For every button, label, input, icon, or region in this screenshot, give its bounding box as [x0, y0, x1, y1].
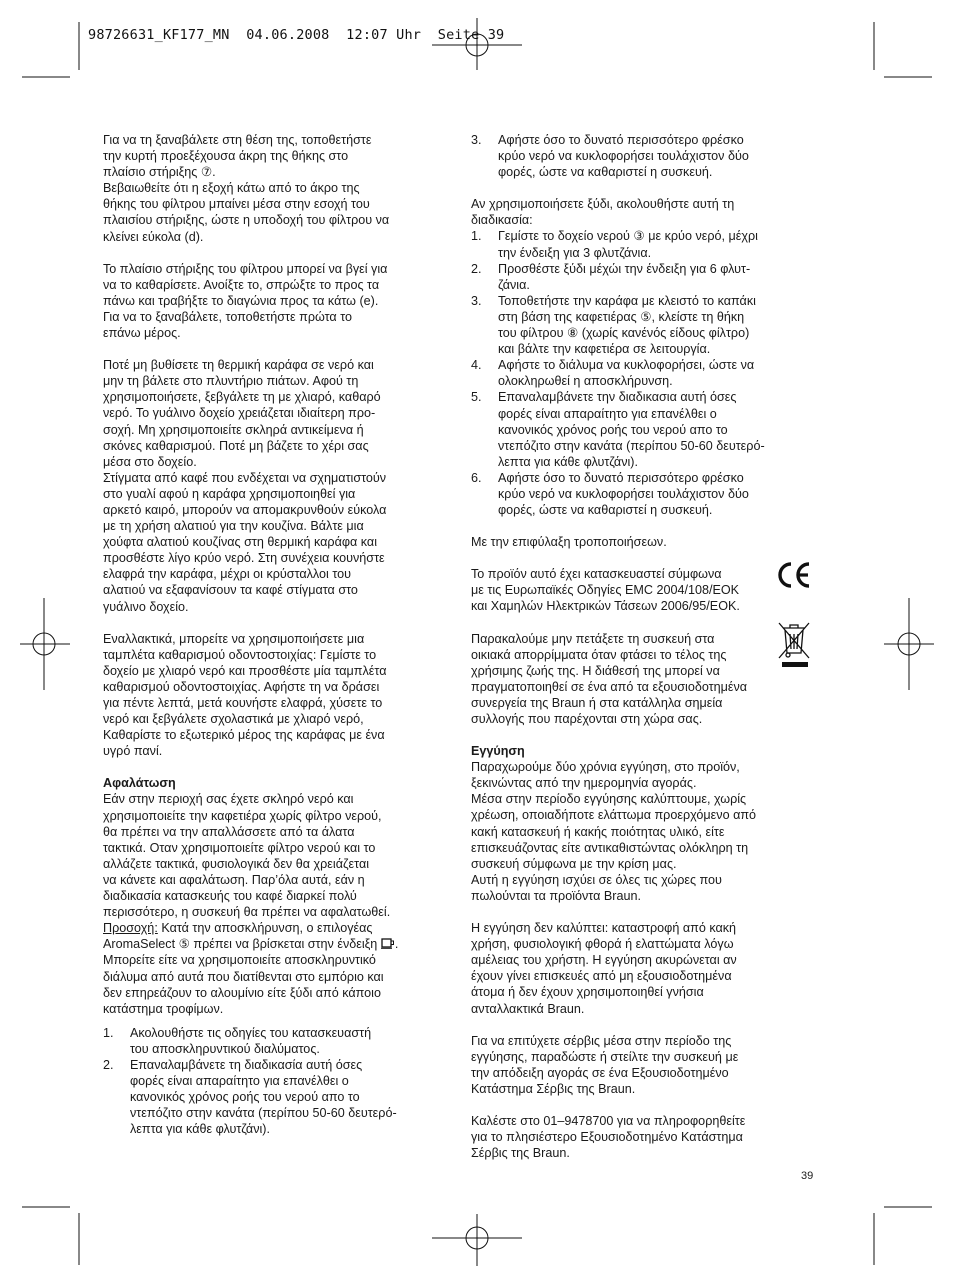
list-item: 6. Αφήστε όσο το δυνατό περισσότερο φρέσκο κρύο νερό να κυκλοφορήσει τουλάχιστον δύο φορές, ώστε να καθαριστεί η συσκευή. — [471, 470, 749, 518]
ce-mark-icon — [776, 561, 812, 589]
right-column — [471, 132, 811, 1161]
print-slug: 98726631_KF177_MN 04.06.2008 12:07 Uhr Seite 39 — [88, 27, 505, 43]
caution-line: Προσοχή: Κατά την αποσκλήρυνση, ο επιλογέας — [103, 921, 373, 936]
registration-mark-right — [884, 598, 934, 690]
filter-frame-paragraph: Το πλαίσιο στήριξης του φίλτρου μπορεί να βγεί για να το καθαρίσετε. Ανοίξτε το, σπρώξτε το προς τα πάνω και τραβήξτε το διαγώνια προς τα κάτω (e). Για να το ξαναβάλετε, τοποθετήστε πρώτα το επάνω μέρος. — [103, 261, 388, 341]
reinsert-filter-paragraph: Για να τη ξαναβάλετε στη θέση της, τοποθετήστε την κυρτή προεξέχουσα άκρη της θήκης στο πλαίσιο στήριξης ⑦. Βεβαιωθείτε ότι η εξοχή κάτω από το άκρο της θήκης του φίλτρου μπαίνει μέσα στην εσοχή του πλαισίου στήριξης, ώστε η υποδοχή του φίλτρου να κλείνει εύκολα (d). — [103, 133, 390, 244]
warranty-exclusions: Η εγγύηση δεν καλύπτει: καταστροφή από κακή χρήση, φυσιολογική φθορά ή ελαττώματα λόγω αμέλειας του χρήστη. Η εγγύηση ακυρώνεται αν έχουν γίνει επισκευές από μη εξουσιοδοτημένα άτομα ή δεν έχουν χρησιμοποιηθεί γνήσια ανταλλακτικά Braun. — [471, 921, 737, 1016]
warranty-heading: Εγγύηση — [471, 744, 525, 759]
denture-tablet-paragraph: Εναλλακτικά, μπορείτε να χρησιμοποιήσετε μια ταμπλέτα καθαρισμού οδοντοστοιχίας: Γεμίστε το δοχείο με χλιαρό νερό και προσθέστε μία ταμπλέτα καθαρισμού οδοντοστοιχίας. Αφήστε τη να δράσει για πέντε λεπτά, μετά κουνήστε ελαφρά, χύσετε το νερό και ξεβγάλετε σχολαστικά με χλιαρό νερό, Καθαρίστε το εξωτερικό μέρος της καράφας με ένα υγρό πανί. — [103, 631, 387, 759]
warranty-service: Για να επιτύχετε σέρβις μέσα στην περίοδο της εγγύησης, παραδώστε ή στείλτε την συσκευή με την απόδειξη αγοράς σε ένα Εξουσιοδοτημένο Κατάστημα Σέρβις της Braun. — [471, 1033, 739, 1096]
warranty-contact: Καλέστε στο 01–9478700 για να πληροφορηθείτε για το πλησιέστερο Εξουσιοδοτημένο Κατάστημα Σέρβις της Braun. — [471, 1113, 746, 1161]
page-number: 39 — [801, 1170, 814, 1182]
list-item: 2. Επαναλαμβάνετε τη διαδικασία αυτή όσες φορές είναι απαραίτητο για επανέλθει ο κανονικός χρόνος ροής του νερού απο το ντεπόζιτο στην κανάτα (περίπου 50-60 δευτερό- λεπτα για κάθε φλυτζάνι). — [103, 1057, 397, 1137]
list-item: 3. Τοποθετήστε την καράφα με κλειστό το καπάκι στη βάση της καφετιέρας ⑤, κλείστε τη θήκη του φίλτρου ⑧ (χωρίς κανένός είδους φίλτρο) και βάλτε την καφετιέρα σε λειτουργία. — [471, 293, 756, 357]
descaling-heading: Αφαλάτωση — [103, 776, 176, 791]
reservation-note: Με την επιφύλαξη τροποποιήσεων. — [471, 535, 667, 550]
list-item: 1. Ακολουθήστε τις οδηγίες του κατασκευαστή του αποσκληρυντικού διαλύματος. — [103, 1025, 372, 1056]
descaling-step-3 — [471, 132, 811, 180]
registration-mark-left — [20, 598, 70, 690]
vinegar-steps — [471, 228, 811, 518]
disposal-text: Παρακαλούμε μην πετάξετε τη συσκευή στα οικιακά απορρίμματα όταν φτάσει το τέλος της χρήσιμης ζωής της. Η διάθεσή της μπορεί να πραγματοποιηθεί σε ένα από τα εξουσιοδοτημένα συνεργεία της Braun ή στα κατάλληλα σημεία συλλογής που παρέχονται στη χώρα σας. — [471, 631, 748, 726]
list-item: 3. Αφήστε όσο το δυνατό περισσότερο φρέσκο κρύο νερό να κυκλοφορήσει τουλάχιστον δύο φορές, ώστε να καθαριστεί η συσκευή. — [471, 133, 749, 180]
vinegar-intro: Αν χρησιμοποιήσετε ξύδι, ακολουθήστε αυτή τη διαδικασία: — [471, 197, 735, 228]
warranty-section: Εγγύηση Παραχωρούμε δύο χρόνια εγγύηση, στο προϊόν, ξεκινώντας από την ημερομηνία αγοράς. Μέσα στην περίοδο εγγύησης καλύπτουμε, χωρίς χρέωση, οποιαδήποτε ελάττωμα προερχόμενο από κακή κατασκευή ή κακής ποιότητας υλικό, είτε επισκευάζοντας είτε αντικαθιστώντας ολόκληρη τη συσκευή σύμφωνα με την κρίση μας. Αυτή η εγγύηση ισχύει σε όλες τις χώρες που πωλούνται τα προϊόντα Braun. — [471, 743, 811, 904]
thermal-jug-cleaning-paragraph: Ποτέ μη βυθίσετε τη θερμική καράφα σε νερό και μην τη βάλετε στο πλυντήριο πιάτων. Αφού τη χρησιμοποιήσετε, ξεβγάλετε τη με χλιαρό, καθαρό νερό. Το γυάλινο δοχείο χρειάζεται ιδιαίτερη προ- σοχή. Μη χρησιμοποιείτε σκληρά αντικείμενα ή σκόνες καθαρισμού. Ποτέ μη βάζετε το χέρι σας μέσα στο δοχείο. Στίγματα από καφέ που ενδέχεται να σχηματιστούν στο γυαλί αφού η καράφα χρησιμοποιηθεί για αρκετό καιρό, μπορούν να απομακρυνθούν εύκολα με τη χρήση αλατιού για την κουζίνα. Βάλτε μια χούφτα αλατιού κουζίνας στη θερμική καράφα και προσθέστε λίγο κρύο νερό. Στη συνέχεια κουνήστε ελαφρά την καράφα, μέχρι οι κρύσταλλοι του αλατιού να εξαφανίσουν τα καφέ στίγματα στο γυάλινο δοχείο. — [103, 358, 387, 614]
list-item: 5. Επαναλαμβάνετε την διαδικασια αυτή όσες φορές είναι απαραίτητο για επανέλθει ο κανονικός χρόνος ροής του νερού απο το ντεπόζιτο στην κανάτα (περίπου 50-60 δευτερό- λεπτα για κάθε φλυτζάνι). — [471, 390, 765, 469]
list-item: 2. Προσθέστε ξύδι μέχώι την ένδειξη για 6 φλυτ- ζάνια. — [471, 261, 751, 292]
cup-icon — [381, 938, 395, 949]
weee-bin-icon — [777, 620, 811, 668]
list-item: 4. Αφήστε το διάλυμα να κυκλοφορήσει, ώστε να ολοκληρωθεί η αποσκλήρυνση. — [471, 358, 755, 389]
list-item: 1. Γεμίστε το δοχείο νερού ③ με κρύο νερό, μέχρι την ένδειξη για 3 φλυτζάνια. — [471, 229, 758, 260]
registration-mark-bottom — [432, 1214, 522, 1266]
ce-compliance-text: Το προϊόν αυτό έχει κατασκευαστεί σύμφωνα με τις Ευρωπαϊκές Οδηγίες EMC 2004/108/ΕΟΚ και Χαμηλών Ηλεκτρικών Τάσεων 2006/95/ΕΟΚ. — [471, 567, 740, 614]
descaling-steps — [103, 1025, 453, 1138]
left-column — [103, 132, 453, 1137]
caution-label: Προσοχή: — [103, 921, 158, 936]
descaling-section: Αφαλάτωση Εάν στην περιοχή σας έχετε σκληρό νερό και χρησιμοποιείτε την καφετιέρα χωρίς φίλτρο νερού, θα πρέπει να την απαλλάσσετε από τα άλατα τακτικά. Οταν χρησιμοποιείτε φίλτρο νερού και το αλλάζετε τακτικά, φυσιολογικά δεν θα χρειάζεται να κάνετε και αφαλάτωση. Παρ’όλα αυτά, εάν η διαδικασία κατασκευής του καφέ διαρκεί πολύ περισσότερο, η συσκευή θα πρέπει να αφαλατωθεί. Προσοχή: Κατά την αποσκλήρυνση, ο επιλογέας AromaSelect ⑤ πρέπει να βρίσκεται στην ένδειξη . Μπορείτε είτε να χρησιμοποιείτε αποσκληρυντικό διάλυμα από αυτά που διατίθενται στο εμπόριο και δεν επηρεάζουν το αλουμίνιο είτε ξύδι από κάποιο κατάστημα τροφίμων. — [103, 775, 453, 1016]
registration-mark-top — [432, 18, 522, 70]
aroma-select-line: AromaSelect ⑤ πρέπει να βρίσκεται στην ένδειξη . — [103, 937, 399, 952]
